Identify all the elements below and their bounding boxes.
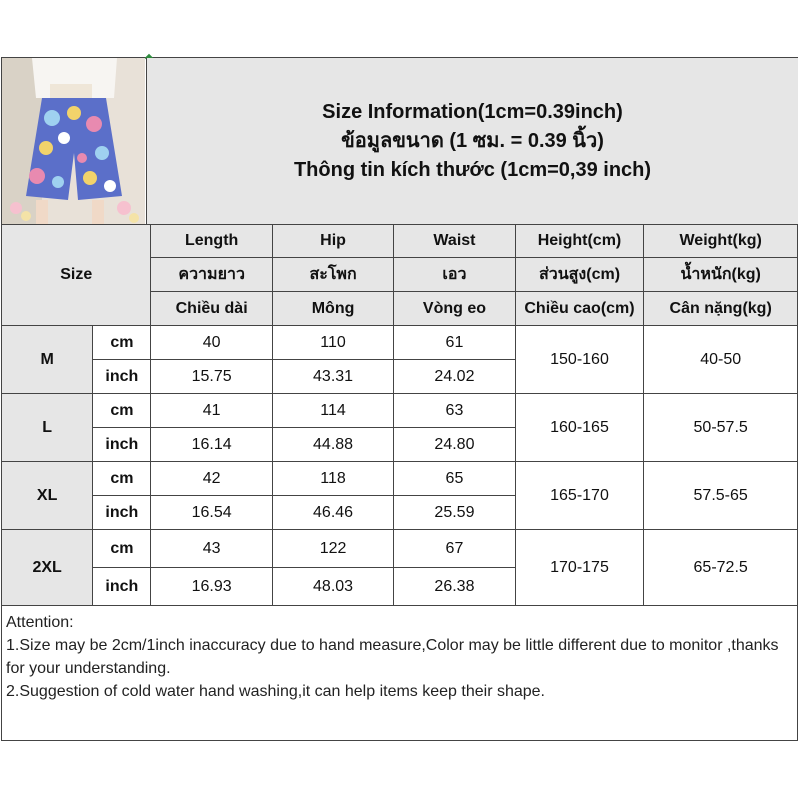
col-waist-en: Waist <box>394 225 515 258</box>
length-cm: 43 <box>151 530 272 568</box>
height-range: 150-160 <box>515 326 644 394</box>
length-cm: 40 <box>151 326 272 360</box>
size-table <box>1 224 798 606</box>
size-cell: 2XL <box>2 530 93 606</box>
waist-cm: 61 <box>394 326 515 360</box>
hip-inch: 46.46 <box>272 496 393 530</box>
unit-cm: cm <box>93 394 151 428</box>
col-length-en: Length <box>151 225 272 258</box>
weight-range: 65-72.5 <box>644 530 798 606</box>
weight-range: 50-57.5 <box>644 394 798 462</box>
size-cell: XL <box>2 462 93 530</box>
attention-note-1: 1.Size may be 2cm/1inch inaccuracy due to hand measure,Color may be little different due to monitor ,thanks for your understanding. <box>6 637 779 677</box>
unit-inch: inch <box>93 496 151 530</box>
table-row <box>2 326 798 360</box>
waist-cm: 65 <box>394 462 515 496</box>
height-range: 160-165 <box>515 394 644 462</box>
hip-cm: 110 <box>272 326 393 360</box>
attention-title: Attention: <box>6 614 74 631</box>
col-weight-en: Weight(kg) <box>644 225 798 258</box>
col-weight-vi: Cân nặng(kg) <box>644 292 798 326</box>
length-inch: 16.54 <box>151 496 272 530</box>
col-height-vi: Chiều cao(cm) <box>515 292 644 326</box>
length-inch: 15.75 <box>151 360 272 394</box>
length-cm: 41 <box>151 394 272 428</box>
header-title-vi: Thông tin kích thước (1cm=0,39 inch) <box>293 158 652 181</box>
hip-inch: 48.03 <box>272 568 393 606</box>
product-photo <box>2 58 145 224</box>
unit-cm: cm <box>93 326 151 360</box>
hip-cm: 114 <box>272 394 393 428</box>
col-hip-th: สะโพก <box>272 258 393 292</box>
table-row <box>2 462 798 496</box>
hip-cm: 118 <box>272 462 393 496</box>
weight-range: 57.5-65 <box>644 462 798 530</box>
col-height-th: ส่วนสูง(cm) <box>515 258 644 292</box>
col-length-vi: Chiều dài <box>151 292 272 326</box>
size-cell: L <box>2 394 93 462</box>
unit-inch: inch <box>93 568 151 606</box>
header-title-en: Size Information(1cm=0.39inch) <box>322 100 623 123</box>
hip-inch: 43.31 <box>272 360 393 394</box>
waist-cm: 67 <box>394 530 515 568</box>
header-title-th: ข้อมูลขนาด (1 ซม. = 0.39 นิ้ว) <box>341 129 604 152</box>
col-waist-th: เอว <box>394 258 515 292</box>
length-inch: 16.14 <box>151 428 272 462</box>
col-hip-vi: Mông <box>272 292 393 326</box>
col-height-en: Height(cm) <box>515 225 644 258</box>
size-cell: M <box>2 326 93 394</box>
col-weight-th: น้ำหนัก(kg) <box>644 258 798 292</box>
table-row <box>2 394 798 428</box>
waist-cm: 63 <box>394 394 515 428</box>
waist-inch: 25.59 <box>394 496 515 530</box>
length-inch: 16.93 <box>151 568 272 606</box>
col-waist-vi: Vòng eo <box>394 292 515 326</box>
hip-inch: 44.88 <box>272 428 393 462</box>
size-information-header <box>146 58 798 224</box>
unit-cm: cm <box>93 530 151 568</box>
col-length-th: ความยาว <box>151 258 272 292</box>
floral-shorts-photo <box>2 58 145 224</box>
weight-range: 40-50 <box>644 326 798 394</box>
table-row <box>2 530 798 568</box>
height-range: 170-175 <box>515 530 644 606</box>
col-hip-en: Hip <box>272 225 393 258</box>
height-range: 165-170 <box>515 462 644 530</box>
length-cm: 42 <box>151 462 272 496</box>
unit-cm: cm <box>93 462 151 496</box>
unit-inch: inch <box>93 360 151 394</box>
attention-notes <box>2 609 794 739</box>
attention-note-2: 2.Suggestion of cold water hand washing,it can help items keep their shape. <box>6 683 545 700</box>
waist-inch: 26.38 <box>394 568 515 606</box>
hip-cm: 122 <box>272 530 393 568</box>
unit-inch: inch <box>93 428 151 462</box>
waist-inch: 24.02 <box>394 360 515 394</box>
size-label: Size <box>2 225 151 326</box>
waist-inch: 24.80 <box>394 428 515 462</box>
